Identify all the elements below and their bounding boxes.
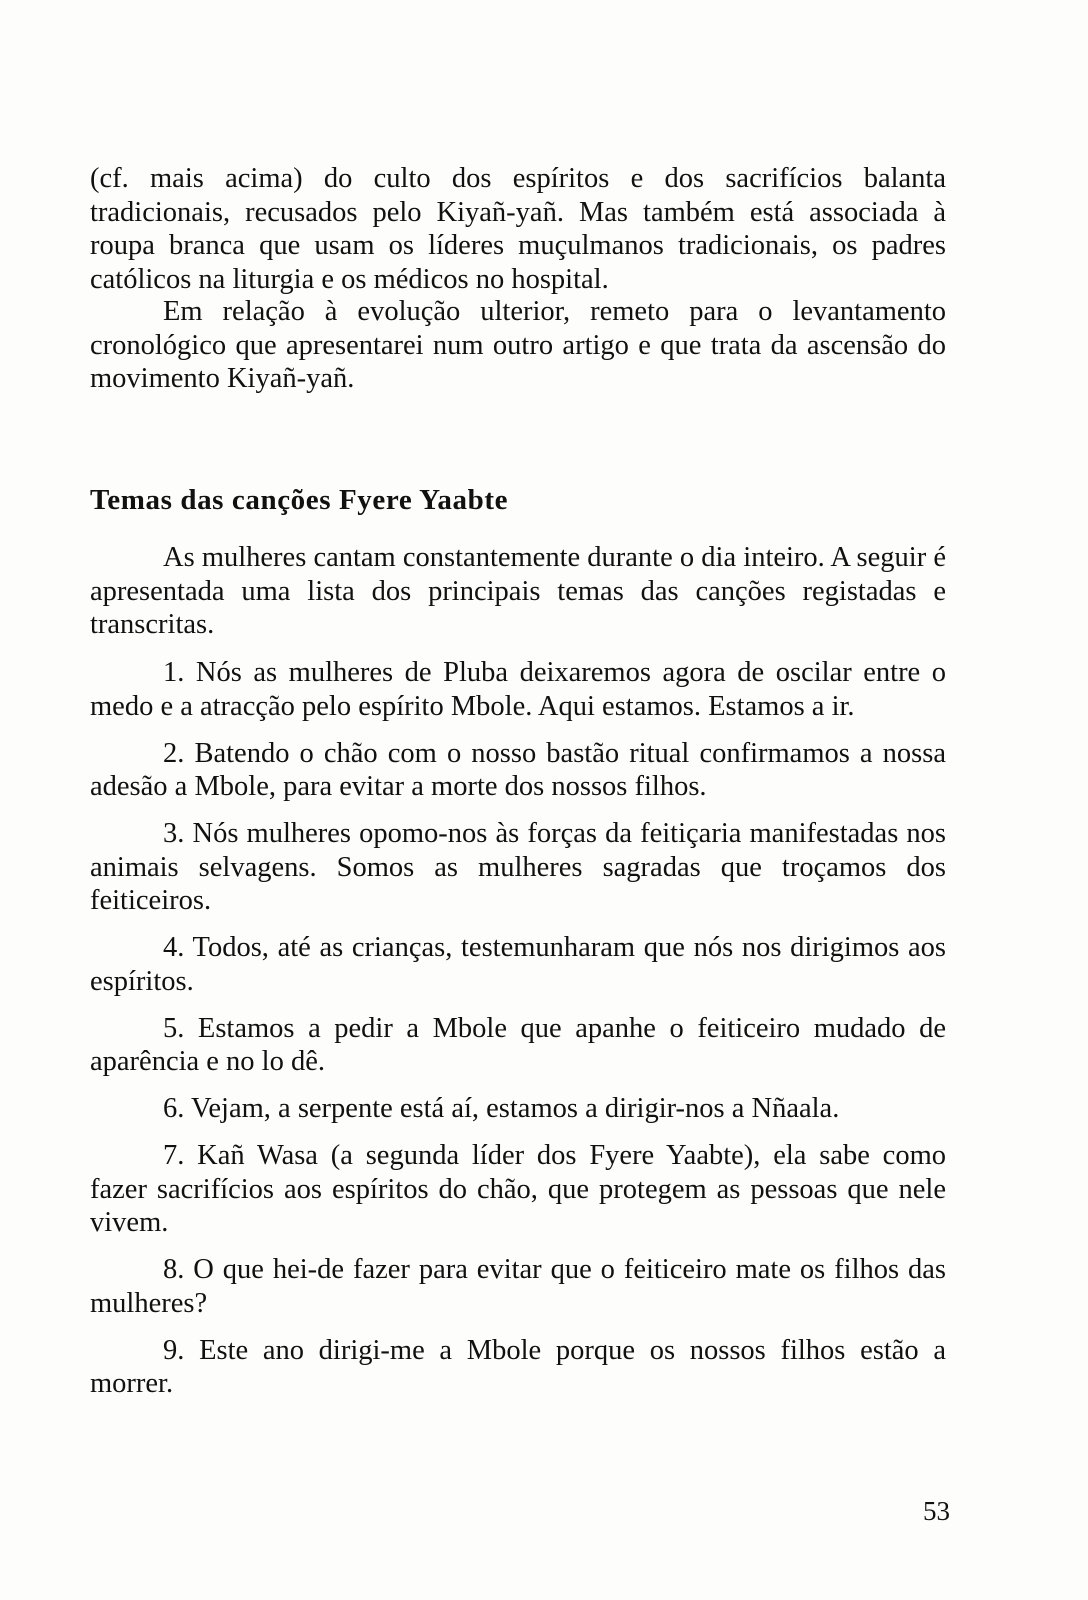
paragraph-intro: (cf. mais acima) do culto dos espíritos e dos sacrifícios balanta tradicionais, recusados pelo Kiyañ-yañ. Mas também está associada à roupa branca que usam os líderes muçulmanos tradicionais, os padres católicos na liturgia e os médicos no hospital.	[90, 163, 946, 295]
song-theme-item: 1. Nós as mulheres de Pluba deixaremos agora de oscilar entre o medo e a atracção pelo espírito Mbole. Aqui estamos. Estamos a ir.	[90, 657, 946, 722]
song-theme-list	[90, 656, 946, 1414]
song-theme-item: 8. O que hei-de fazer para evitar que o feiticeiro mate os filhos das mulheres?	[90, 1254, 946, 1319]
paragraph-evolution: Em relação à evolução ulterior, remeto para o levantamento cronológico que apresentarei num outro artigo e que trata da ascensão do movimento Kiyañ-yañ.	[90, 296, 946, 394]
section-lead-paragraph: As mulheres cantam constantemente durante o dia inteiro. A seguir é apresentada uma lista dos principais temas das canções registadas e transcritas.	[90, 542, 946, 640]
song-theme-item: 9. Este ano dirigi-me a Mbole porque os nossos filhos estão a morrer.	[90, 1334, 946, 1399]
page-number: 53	[923, 1496, 950, 1526]
section-heading: Temas das canções Fyere Yaabte	[90, 484, 509, 516]
song-theme-item: 7. Kañ Wasa (a segunda líder dos Fyere Yaabte), ela sabe como fazer sacrifícios aos espíritos do chão, que protegem as pessoas que nele vivem.	[90, 1140, 946, 1238]
song-theme-item: 4. Todos, até as crianças, testemunharam que nós nos dirigimos aos espíritos.	[90, 932, 946, 997]
song-theme-item: 5. Estamos a pedir a Mbole que apanhe o feiticeiro mudado de aparência e no lo dê.	[90, 1012, 946, 1077]
song-theme-item: 2. Batendo o chão com o nosso bastão ritual confirmamos a nossa adesão a Mbole, para evitar a morte dos nossos filhos.	[90, 737, 946, 802]
song-theme-item: 6. Vejam, a serpente está aí, estamos a dirigir-nos a Nñaala.	[163, 1093, 840, 1124]
song-theme-item: 3. Nós mulheres opomo-nos às forças da feitiçaria manifestadas nos animais selvagens. Somos as mulheres sagradas que troçamos dos feiticeiros.	[90, 818, 946, 916]
